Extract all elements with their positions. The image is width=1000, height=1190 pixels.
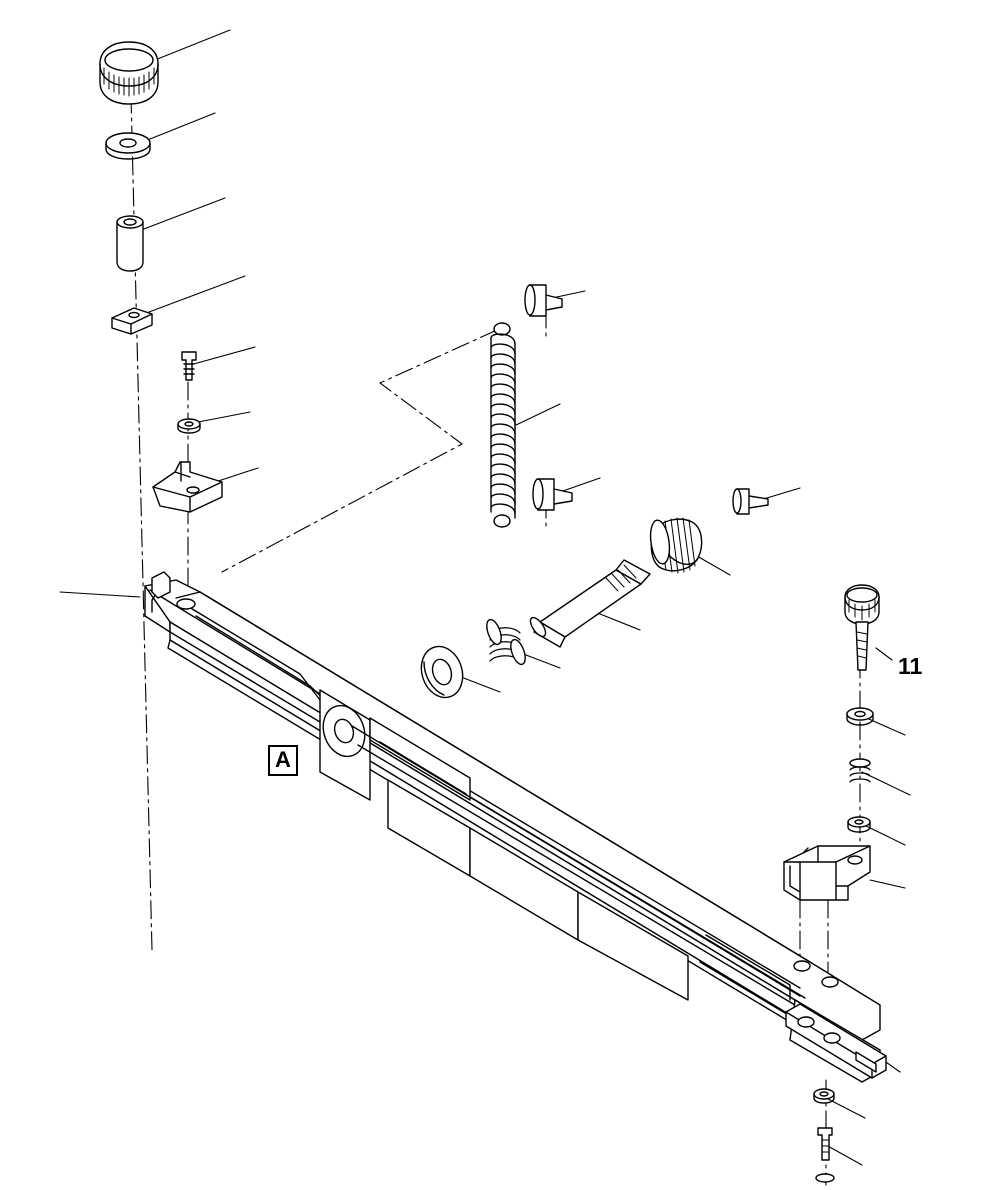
part-spring-compression [484, 618, 528, 667]
part-bolt-flange-lower [533, 479, 572, 510]
part-spring-extension [491, 323, 515, 527]
part-washer-large-flat [415, 641, 469, 703]
callout-label-11: 11 [898, 653, 923, 679]
part-plate-latch [153, 462, 222, 512]
part-knob-clamp-right [845, 585, 879, 670]
section-marker-a: A [268, 745, 298, 776]
part-washer-flat-upper [106, 133, 150, 159]
part-knob-knurled-shaft [648, 518, 702, 573]
part-shaft-threaded [528, 560, 650, 647]
part-screw-bottom [816, 1128, 834, 1182]
part-bracket-small-angle [112, 308, 152, 334]
part-bracket-clamp-right [784, 846, 870, 900]
part-washer-right-lower [848, 817, 870, 832]
part-bolt-flange-upper [525, 285, 562, 316]
part-screw-shoulder [182, 352, 196, 380]
part-washer-small-lower [178, 419, 200, 433]
part-spacer-sleeve [117, 216, 143, 271]
part-bolt-hex-right [733, 489, 768, 514]
part-knob-large-top [100, 42, 158, 104]
assembly-path [222, 330, 497, 572]
